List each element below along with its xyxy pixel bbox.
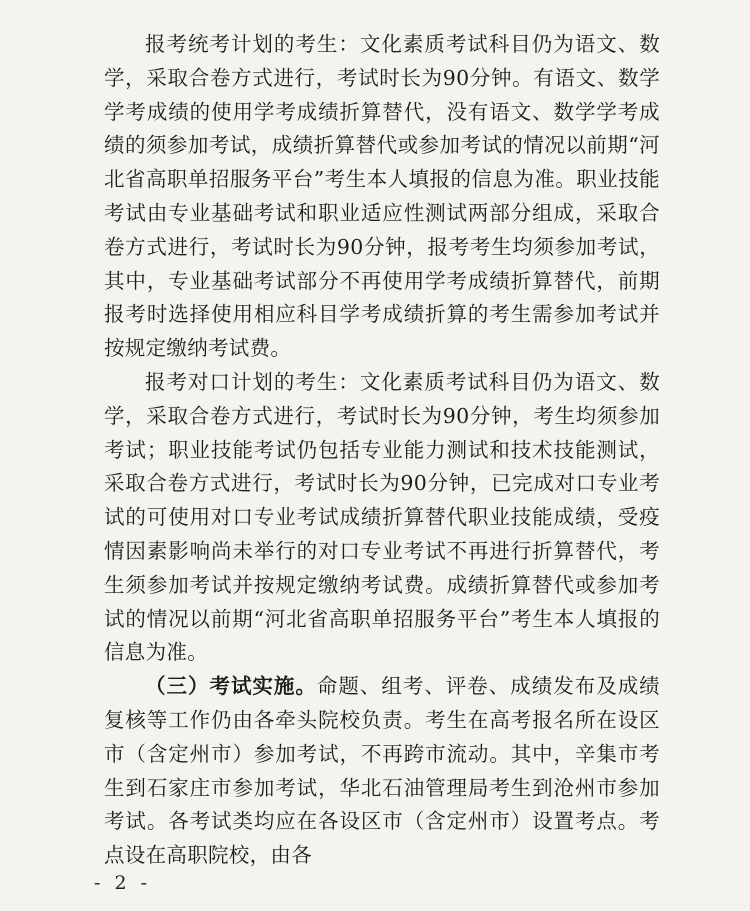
document-body xyxy=(104,28,660,873)
paragraph-counterpart-exam xyxy=(104,366,660,670)
paragraph-unified-exam xyxy=(104,28,660,366)
paragraph-exam-implementation xyxy=(104,670,660,873)
paragraph-text: 报考统考计划的考生：文化素质考试科目仍为语文、数学，采取合卷方式进行，考试时长为90分钟。有语文、数学学考成绩的使用学考成绩折算替代，没有语文、数学学考成绩的须参加考试，成绩折算替代或参加考试的情况以前期“河北省高职单招服务平台”考生本人填报的信息为准。职业技能考试由专业基础考试和职业适应性测试两部分组成，采取合卷方式进行，考试时长为90分钟，报考考生均须参加考试，其中，专业基础考试部分不再使用学考成绩折算替代，前期报考时选择使用相应科目学考成绩折算的考生需参加考试并按规定缴纳考试费。 xyxy=(104,32,660,361)
paragraph-text: 命题、组考、评卷、成绩发布及成绩复核等工作仍由各牵头院校负责。考生在高考报名所在设区市（含定州市）参加考试，不再跨市流动。其中，辛集市考生到石家庄市参加考试，华北石油管理局考生到沧州市参加考试。各考试类均应在各设区市（含定州市）设置考点。考点设在高职院校，由各 xyxy=(104,674,660,868)
page-number: - 2 - xyxy=(94,872,152,894)
paragraph-text: 报考对口计划的考生：文化素质考试科目仍为语文、数学，采取合卷方式进行，考试时长为90分钟，考生均须参加考试；职业技能考试仍包括专业能力测试和技术技能测试，采取合卷方式进行，考试时长为90分钟，已完成对口专业考试的可使用对口专业考试成绩折算替代职业技能成绩，受疫情因素影响尚未举行的对口专业考试不再进行折算替代，考生须参加考试并按规定缴纳考试费。成绩折算替代或参加考试的情况以前期“河北省高职单招服务平台”考生本人填报的信息为准。 xyxy=(104,369,660,665)
section-title: （三）考试实施。 xyxy=(145,674,317,699)
